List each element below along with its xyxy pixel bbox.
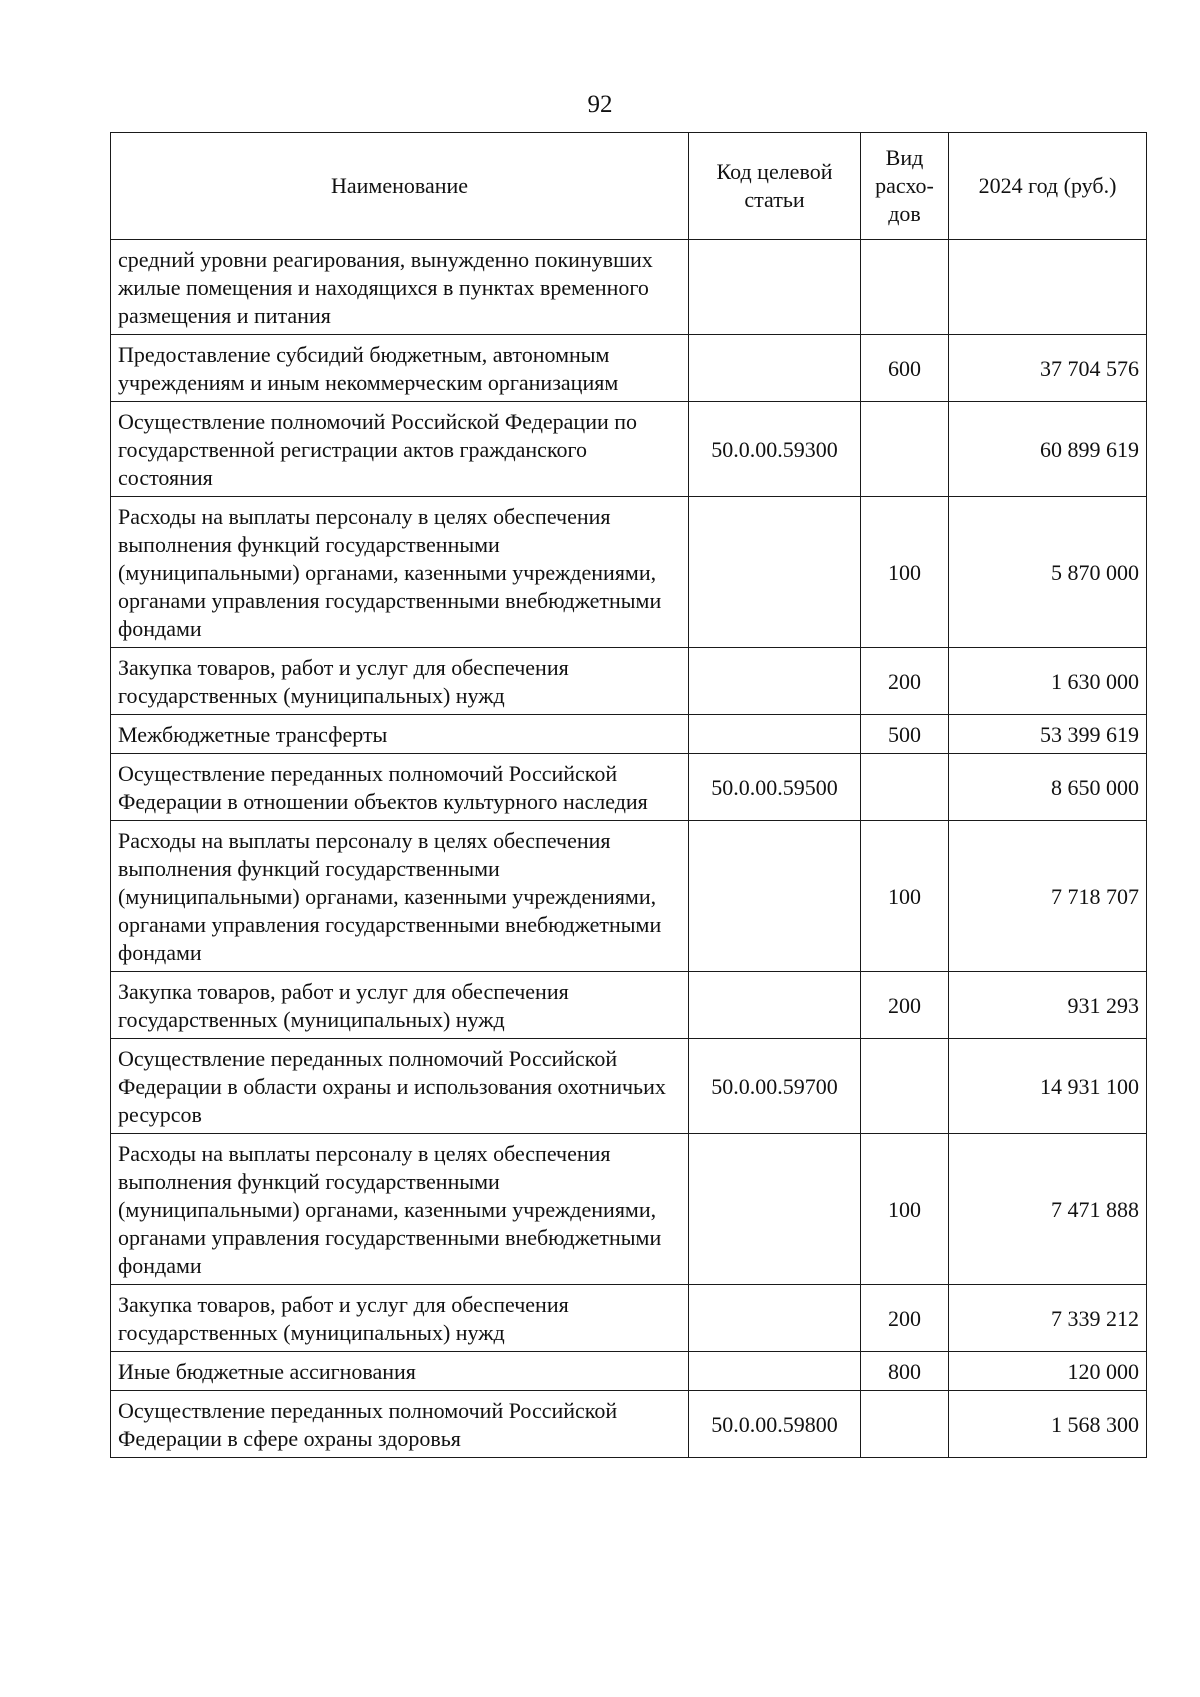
cell-code: 50.0.00.59800 bbox=[689, 1391, 861, 1458]
cell-kind: 800 bbox=[861, 1352, 949, 1391]
cell-name: Закупка товаров, работ и услуг для обеспечения государственных (муниципальных) нужд bbox=[111, 972, 689, 1039]
cell-name: Осуществление переданных полномочий Российской Федерации в отношении объектов культурного наследия bbox=[111, 754, 689, 821]
header-row bbox=[111, 133, 1147, 240]
cell-code bbox=[689, 972, 861, 1039]
cell-code: 50.0.00.59700 bbox=[689, 1039, 861, 1134]
cell-kind: 200 bbox=[861, 972, 949, 1039]
table-row bbox=[111, 1039, 1147, 1134]
cell-kind: 600 bbox=[861, 335, 949, 402]
cell-code: 50.0.00.59300 bbox=[689, 402, 861, 497]
cell-code bbox=[689, 1352, 861, 1391]
cell-code bbox=[689, 240, 861, 335]
cell-amount: 8 650 000 bbox=[949, 754, 1147, 821]
header-kind: Вид расхо-дов bbox=[861, 133, 949, 240]
page-number: 92 bbox=[587, 91, 613, 118]
cell-code bbox=[689, 1134, 861, 1285]
cell-name: Иные бюджетные ассигнования bbox=[111, 1352, 689, 1391]
cell-kind bbox=[861, 240, 949, 335]
cell-name: Расходы на выплаты персоналу в целях обеспечения выполнения функций государственными (муниципальными) органами, казенными учреждениями, органами управления государственными внебюджетными фондами bbox=[111, 1134, 689, 1285]
cell-name: Межбюджетные трансферты bbox=[111, 715, 689, 754]
cell-name: Осуществление переданных полномочий Российской Федерации в области охраны и использования охотничьих ресурсов bbox=[111, 1039, 689, 1134]
cell-amount: 931 293 bbox=[949, 972, 1147, 1039]
table-body bbox=[111, 240, 1147, 1458]
cell-amount: 60 899 619 bbox=[949, 402, 1147, 497]
cell-amount: 14 931 100 bbox=[949, 1039, 1147, 1134]
cell-kind bbox=[861, 1391, 949, 1458]
cell-code bbox=[689, 497, 861, 648]
table-header bbox=[111, 133, 1147, 240]
cell-amount: 7 718 707 bbox=[949, 821, 1147, 972]
cell-amount: 1 630 000 bbox=[949, 648, 1147, 715]
cell-kind: 500 bbox=[861, 715, 949, 754]
cell-amount: 120 000 bbox=[949, 1352, 1147, 1391]
cell-name: Закупка товаров, работ и услуг для обеспечения государственных (муниципальных) нужд bbox=[111, 648, 689, 715]
cell-kind: 100 bbox=[861, 1134, 949, 1285]
cell-amount: 5 870 000 bbox=[949, 497, 1147, 648]
table-row bbox=[111, 1352, 1147, 1391]
cell-amount: 7 339 212 bbox=[949, 1285, 1147, 1352]
cell-name: Расходы на выплаты персоналу в целях обеспечения выполнения функций государственными (муниципальными) органами, казенными учреждениями, органами управления государственными внебюджетными фондами bbox=[111, 497, 689, 648]
cell-kind: 100 bbox=[861, 821, 949, 972]
cell-amount: 1 568 300 bbox=[949, 1391, 1147, 1458]
cell-name: средний уровни реагирования, вынужденно покинувших жилые помещения и находящихся в пунктах временного размещения и питания bbox=[111, 240, 689, 335]
table-row bbox=[111, 497, 1147, 648]
cell-name: Закупка товаров, работ и услуг для обеспечения государственных (муниципальных) нужд bbox=[111, 1285, 689, 1352]
table-row bbox=[111, 648, 1147, 715]
cell-kind: 100 bbox=[861, 497, 949, 648]
table-row bbox=[111, 715, 1147, 754]
cell-name: Осуществление полномочий Российской Федерации по государственной регистрации актов гражданского состояния bbox=[111, 402, 689, 497]
table-row bbox=[111, 972, 1147, 1039]
table-row bbox=[111, 240, 1147, 335]
cell-amount bbox=[949, 240, 1147, 335]
cell-code bbox=[689, 715, 861, 754]
table-row bbox=[111, 821, 1147, 972]
header-code: Код целевой статьи bbox=[689, 133, 861, 240]
cell-name: Предоставление субсидий бюджетным, автономным учреждениям и иным некоммерческим организациям bbox=[111, 335, 689, 402]
cell-amount: 53 399 619 bbox=[949, 715, 1147, 754]
cell-code bbox=[689, 821, 861, 972]
table-row bbox=[111, 754, 1147, 821]
cell-kind bbox=[861, 402, 949, 497]
cell-name: Осуществление переданных полномочий Российской Федерации в сфере охраны здоровья bbox=[111, 1391, 689, 1458]
table-row bbox=[111, 1134, 1147, 1285]
header-name: Наименование bbox=[111, 133, 689, 240]
cell-code: 50.0.00.59500 bbox=[689, 754, 861, 821]
cell-kind bbox=[861, 1039, 949, 1134]
header-amount: 2024 год (руб.) bbox=[949, 133, 1147, 240]
table-row bbox=[111, 335, 1147, 402]
cell-amount: 37 704 576 bbox=[949, 335, 1147, 402]
cell-name: Расходы на выплаты персоналу в целях обеспечения выполнения функций государственными (муниципальными) органами, казенными учреждениями, органами управления государственными внебюджетными фондами bbox=[111, 821, 689, 972]
table-row bbox=[111, 402, 1147, 497]
cell-kind: 200 bbox=[861, 1285, 949, 1352]
table-row bbox=[111, 1391, 1147, 1458]
budget-table bbox=[110, 132, 1147, 1458]
cell-code bbox=[689, 1285, 861, 1352]
cell-kind: 200 bbox=[861, 648, 949, 715]
cell-code bbox=[689, 335, 861, 402]
cell-code bbox=[689, 648, 861, 715]
table-row bbox=[111, 1285, 1147, 1352]
cell-amount: 7 471 888 bbox=[949, 1134, 1147, 1285]
cell-kind bbox=[861, 754, 949, 821]
